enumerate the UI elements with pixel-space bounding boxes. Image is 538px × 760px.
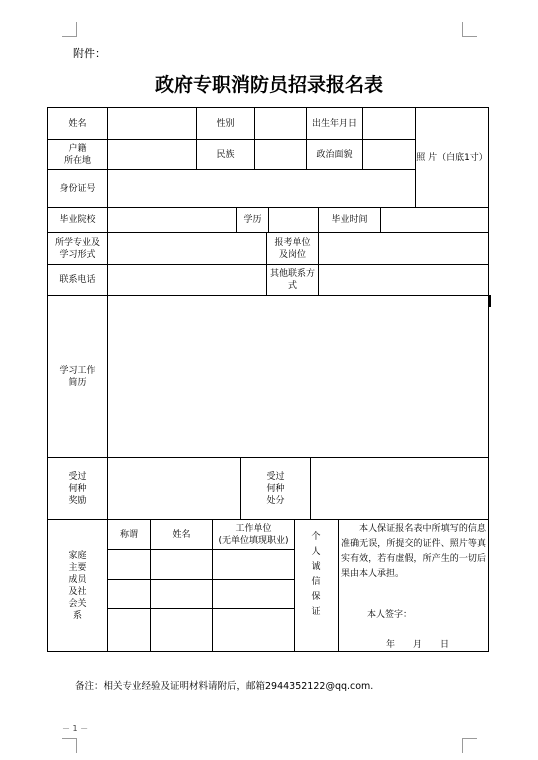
note: 备注：相关专业经验及证明材料请附后，邮箱2944352122@qq.com.: [75, 681, 374, 692]
page-number: － 1 －: [62, 724, 89, 733]
input-awards[interactable]: [108, 458, 240, 519]
input-grad-time[interactable]: [381, 208, 488, 232]
label-awards: 受过 何种 奖励: [68, 471, 87, 506]
label-resume: 学习工作 简历: [59, 365, 96, 388]
family-input-row[interactable]: [108, 580, 294, 608]
input-name[interactable]: [108, 108, 196, 139]
input-punishments[interactable]: [311, 458, 488, 519]
crop-mark-top-left: [62, 22, 77, 37]
label-apply-unit: 报考单位 及岗位: [274, 237, 311, 260]
crop-mark-bottom-left: [62, 738, 77, 753]
header-name: 姓名: [172, 529, 191, 540]
input-phone[interactable]: [108, 265, 266, 295]
header-title: 称谓: [119, 529, 138, 540]
label-family: 家庭 主要 成员 及社 会关 系: [68, 550, 87, 621]
input-major[interactable]: [108, 233, 266, 264]
date-label: 年 月 日: [386, 640, 450, 650]
input-gender[interactable]: [255, 108, 306, 139]
label-school: 毕业院校: [59, 215, 96, 225]
label-birth: 出生年月日: [311, 118, 357, 129]
label-id-number: 身份证号: [59, 183, 96, 194]
label-major: 所学专业及 学习形式: [54, 237, 100, 260]
family-input-row[interactable]: [108, 550, 294, 579]
input-education[interactable]: [269, 208, 318, 232]
input-resume[interactable]: [108, 296, 488, 457]
pledge-text: 本人保证报名表中所填写的信息准确无误，所提交的证件、照片等真实有效，若有虚假，所产生的一切后果由本人承担。: [341, 524, 486, 579]
input-other-contact[interactable]: [319, 265, 488, 295]
label-integrity: 个人诚信保证: [311, 532, 321, 617]
input-political[interactable]: [363, 140, 415, 169]
input-apply-unit[interactable]: [319, 233, 488, 264]
label-education: 学历: [243, 215, 262, 225]
page-title: 政府专职消防员招录报名表: [154, 74, 383, 96]
label-phone: 联系电话: [59, 275, 96, 285]
input-birth[interactable]: [363, 108, 415, 139]
label-gender: 性别: [216, 118, 235, 129]
label-photo[interactable]: 照 片（白底1寸）: [416, 152, 488, 163]
input-id-number[interactable]: [108, 170, 415, 207]
input-school[interactable]: [108, 208, 236, 232]
label-ethnicity: 民族: [216, 149, 235, 160]
input-ethnicity[interactable]: [255, 140, 306, 169]
label-political: 政治面貌: [316, 149, 353, 160]
signature-label: 本人签字：: [367, 610, 413, 620]
label-grad-time: 毕业时间: [331, 215, 368, 225]
crop-mark-top-right: [462, 22, 477, 37]
label-other-contact: 其他联系方 式: [269, 269, 315, 291]
family-input-row[interactable]: [108, 609, 294, 651]
input-hukou[interactable]: [108, 140, 196, 169]
label-name: 姓名: [68, 118, 87, 129]
label-hukou: 户籍 所在地: [63, 143, 91, 166]
header-work: 工作单位 (无单位填现职业): [218, 523, 289, 546]
attachment-label: 附件：: [73, 47, 106, 60]
crop-mark-bottom-right: [462, 738, 477, 753]
label-punishments: 受过 何种 处分: [266, 471, 285, 506]
